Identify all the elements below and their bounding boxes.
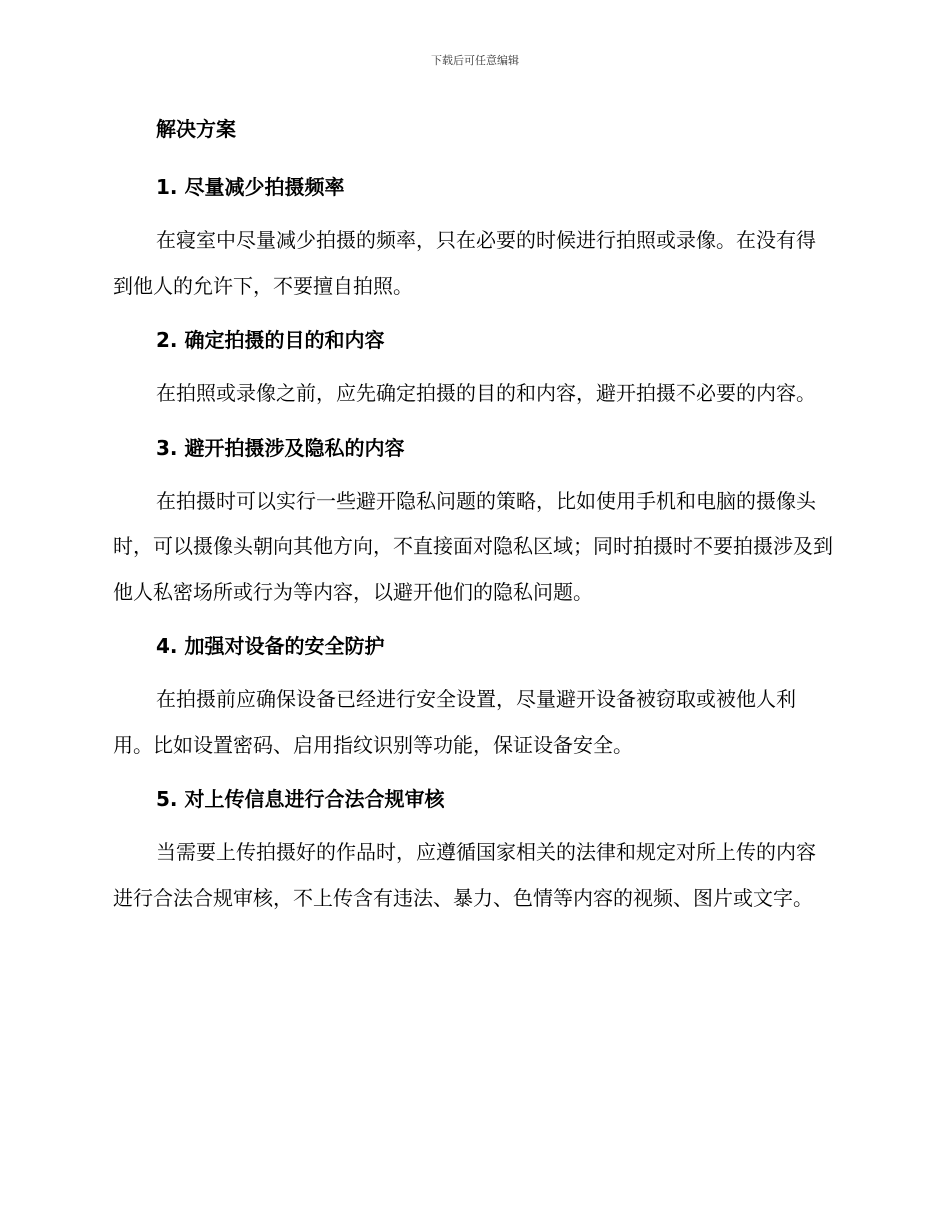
section-heading-3: 3. 避开拍摄涉及隐私的内容 (156, 435, 405, 460)
section-heading-1: 1. 尽量减少拍摄频率 (156, 175, 345, 199)
section-body-3: 在拍摄时可以实行一些避开隐私问题的策略，比如使用手机和电脑的摄像头时，可以摄像头朝向其他方向，不直接面对隐私区域；同时拍摄时不要拍摄涉及到他人私密场所或行为等内容，以避开他们的隐私问题。 (113, 488, 833, 604)
section-heading-2: 2. 确定拍摄的目的和内容 (156, 328, 385, 352)
section-body-5: 当需要上传拍摄好的作品时，应遵循国家相关的法律和规定对所上传的内容进行合法合规审核，不上传含有违法、暴力、色情等内容的视频、图片或文字。 (113, 840, 816, 910)
section-heading-4: 4. 加强对设备的安全防护 (156, 634, 385, 658)
header-watermark: 下载后可任意编辑 (431, 54, 519, 67)
section-heading-5: 5. 对上传信息进行合法合规审核 (156, 787, 445, 811)
section-body-4: 在拍摄前应确保设备已经进行安全设置，尽量避开设备被窃取或被他人利用。比如设置密码、启用指纹识别等功能，保证设备安全。 (113, 687, 796, 757)
section-body-2: 在拍照或录像之前，应先确定拍摄的目的和内容，避开拍摄不必要的内容。 (156, 381, 816, 405)
document-content (113, 115, 833, 921)
section-body-1: 在寝室中尽量减少拍摄的频率，只在必要的时候进行拍照或录像。在没有得到他人的允许下，不要擅自拍照。 (113, 228, 816, 298)
document-title: 解决方案 (156, 117, 236, 141)
